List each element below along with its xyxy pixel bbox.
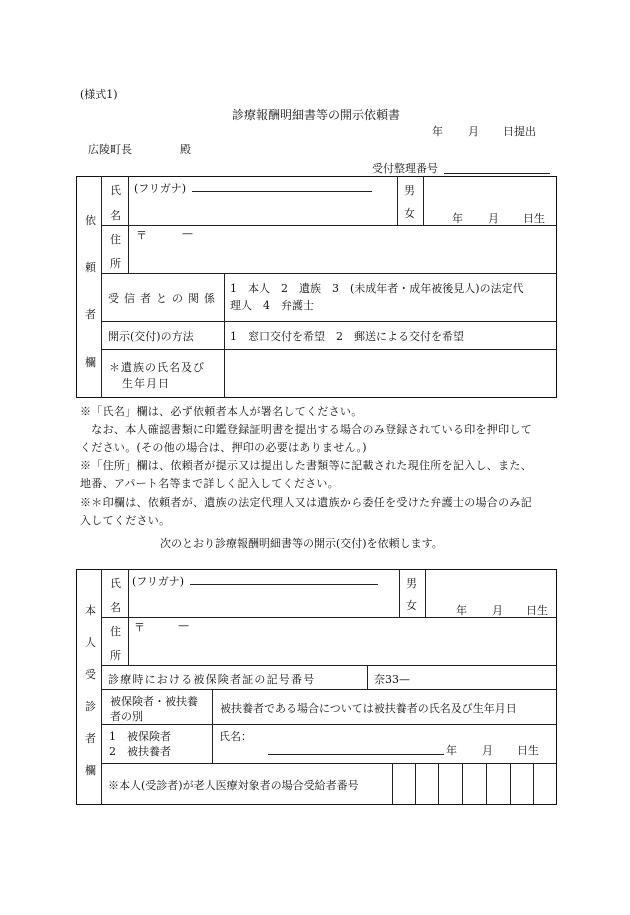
birth-month-label: 月	[488, 212, 499, 225]
patient-postal-mark: 〒	[134, 621, 145, 634]
requester-section-char: 頼	[85, 261, 96, 274]
birth-year-label: 年	[452, 212, 463, 225]
method-options: 1 窓口交付を希望 2 郵送による交付を希望	[230, 330, 464, 343]
dependent-note: 被扶養者である場合については被扶養者の氏名及び生年月日	[220, 702, 517, 715]
receipt-number-field[interactable]	[444, 173, 550, 174]
patient-section-char: 診	[85, 700, 96, 713]
insured-option-1: 1 被保険者	[109, 730, 171, 743]
note-line: 入してください。	[80, 514, 171, 527]
patient-sex-label-char: 男	[406, 577, 417, 590]
form-number: (様式1)	[80, 88, 118, 101]
patient-sex-label-char: 女	[406, 599, 417, 612]
bereaved-label-line1: ＊遺族の氏名及び	[109, 361, 205, 374]
insurance-number-label: 診療時における被保険者証の記号番号	[108, 673, 316, 686]
patient-address-label-char: 住	[110, 625, 121, 638]
patient-birth-day-label: 日生	[526, 604, 548, 617]
address-label-char: 所	[110, 257, 121, 270]
dependent-name-label: 氏名：	[219, 730, 252, 743]
patient-name-label-char: 名	[110, 601, 121, 614]
insured-type-label-line1: 被保険者・被扶養	[110, 695, 198, 708]
receipt-number-label: 受付整理番号	[372, 162, 438, 175]
postal-mark: 〒	[136, 229, 147, 242]
note-line: ※「住所」欄は、依頼者が提示又は提出した書類等に記載された現住所を記入し、また、	[80, 459, 532, 472]
requester-furigana-label: (フリガナ)	[134, 182, 187, 195]
patient-birth-month-label: 月	[492, 604, 503, 617]
note-line: ※＊印欄は、依頼者が、遺族の法定代理人又は遺族から委任を受けた弁護士の場合のみ記	[80, 496, 532, 509]
note-line: ※「氏名」欄は、必ず依頼者本人が署名してください。	[80, 405, 363, 418]
patient-address-label-char: 所	[110, 649, 121, 662]
page-title: 診療報酬明細書等の開示依頼書	[232, 108, 401, 122]
relation-options-line1: 1 本人 2 遺族 3 (未成年者・成年被後見人)の法定代	[230, 282, 524, 295]
bereaved-label-line2: 生年月日	[122, 377, 170, 390]
note-line: なお、本人確認書類に印鑑登録証明書を提出する場合のみ登録されている印を押印して	[80, 423, 532, 436]
insured-type-label-line2: 者の別	[110, 710, 143, 723]
relation-label: 受信者との関係	[108, 292, 220, 305]
insured-option-2: 2 被扶養者	[109, 745, 171, 758]
patient-furigana-label: (フリガナ)	[132, 575, 185, 588]
patient-postal-dash: —	[178, 619, 189, 632]
date-year-label: 年	[432, 125, 443, 138]
sex-label-char: 男	[404, 184, 415, 197]
dependent-birth-month-label: 月	[482, 744, 493, 757]
patient-section-char: 者	[85, 732, 96, 745]
request-statement: 次のとおり診療報酬明細書等の開示(交付)を依頼します。	[160, 537, 443, 550]
date-day-label: 日提出	[503, 125, 536, 138]
requester-section-char: 欄	[85, 356, 96, 369]
requester-section-char: 依	[85, 214, 96, 227]
name-label-char: 名	[110, 209, 121, 222]
patient-section-char: 受	[85, 668, 96, 681]
patient-section-char: 本	[85, 604, 96, 617]
name-label-char: 氏	[110, 184, 121, 197]
birth-day-label: 日生	[523, 212, 545, 225]
elderly-recipient-label: ※本人(受診者)が老人医療対象者の場合受給者番号	[108, 779, 359, 792]
note-line: ください。(その他の場合は、押印の必要はありません。)	[80, 441, 367, 454]
sex-label-char: 女	[404, 207, 415, 220]
patient-name-field[interactable]	[190, 584, 378, 585]
addressee-honorific: 殿	[180, 143, 191, 156]
method-label: 開示(交付)の方法	[108, 330, 194, 343]
date-month-label: 月	[468, 125, 479, 138]
dependent-birth-day-label: 日生	[517, 744, 539, 757]
patient-birth-year-label: 年	[456, 604, 467, 617]
patient-name-label-char: 氏	[110, 577, 121, 590]
note-line: 地番、アパート名等まで詳しく記入してください。	[80, 477, 340, 490]
requester-name-field[interactable]	[192, 191, 372, 192]
addressee-name: 広陵町長	[88, 143, 132, 156]
dependent-name-field[interactable]	[268, 754, 444, 755]
requester-section-char: 者	[85, 308, 96, 321]
dependent-birth-year-label: 年	[446, 744, 457, 757]
relation-options-line2: 理人 4 弁護士	[230, 299, 314, 312]
insurance-number-value: 奈33—	[374, 673, 410, 686]
patient-section-char: 欄	[85, 764, 96, 777]
patient-section-char: 人	[85, 636, 96, 649]
postal-dash: —	[182, 227, 193, 240]
address-label-char: 住	[110, 233, 121, 246]
